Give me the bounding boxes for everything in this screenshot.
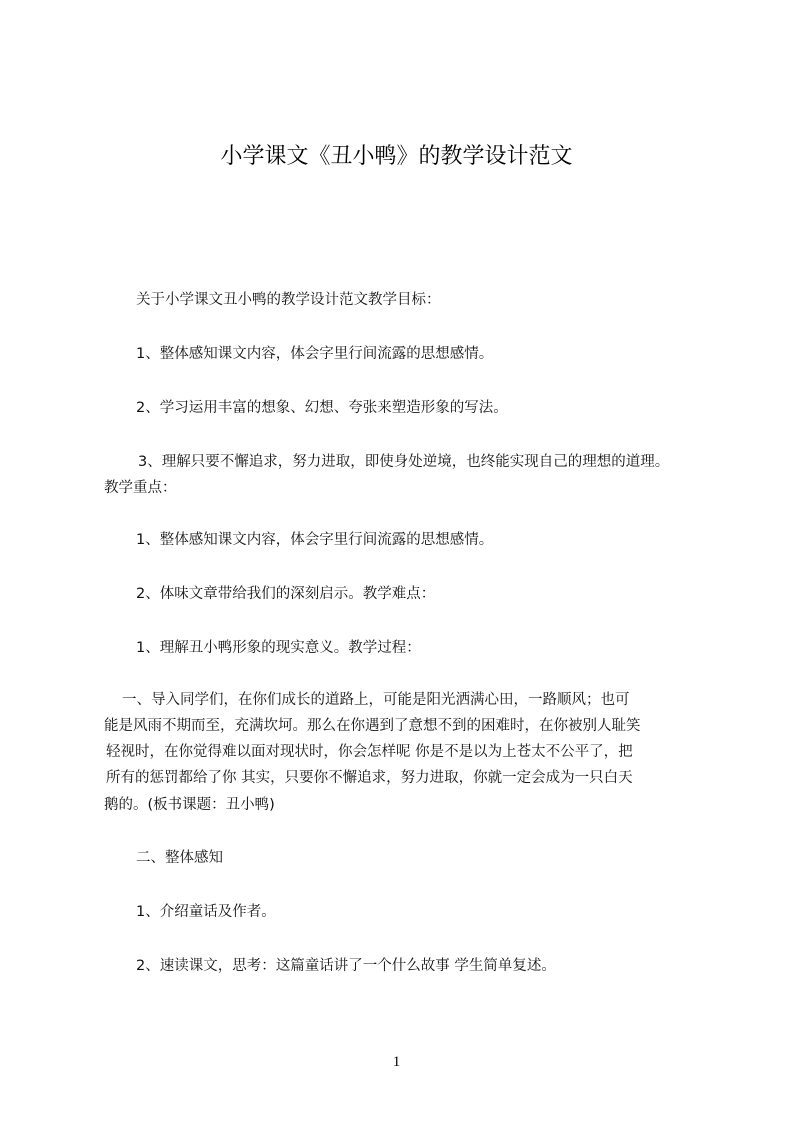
paragraph-line: 关于小学课文丑小鸭的教学设计范文教学目标： <box>136 292 441 308</box>
paragraph-line: 1、整体感知课文内容，体会字里行间流露的思想感情。 <box>136 346 494 362</box>
paragraph-line: 鹅的。(板书课题：丑小鸭) <box>104 797 275 813</box>
page-number: 1 <box>392 1054 401 1070</box>
paragraph-line: 教学重点： <box>104 480 177 496</box>
paragraph-line: 1、整体感知课文内容，体会字里行间流露的思想感情。 <box>136 532 494 548</box>
paragraph-line: 一、导入同学们，在你们成长的道路上，可能是阳光洒满心田，一路顺风；也可 <box>122 692 630 708</box>
document-title: 小学课文《丑小鸭》的教学设计范文 <box>220 144 573 169</box>
paragraph-line: 2、学习运用丰富的想象、幻想、夸张来塑造形象的写法。 <box>136 400 508 416</box>
paragraph-line: 所有的惩罚都给了你 其实，只要你不懈追求，努力进取，你就一定会成为一只白天 <box>106 770 633 786</box>
paragraph-line: 2、速读课文，思考：这篇童话讲了一个什么故事 学生简单复述。 <box>136 958 556 974</box>
paragraph-line: 能是风雨不期而至，充满坎坷。那么在你遇到了意想不到的困难时，在你被别人耻笑 <box>104 718 641 734</box>
paragraph-line: 2、体味文章带给我们的深刻启示。教学难点： <box>136 586 436 602</box>
paragraph-line: 3、理解只要不懈追求，努力进取，即使身处逆境，也终能实现自己的理想的道理。 <box>138 454 670 470</box>
paragraph-line: 1、理解丑小鸭形象的现实意义。教学过程： <box>136 640 421 656</box>
paragraph-line: 轻视时，在你觉得难以面对现状时，你会怎样呢 你是不是以为上苍太不公平了，把 <box>106 744 633 760</box>
paragraph-line: 1、介绍童话及作者。 <box>136 904 276 920</box>
section-heading: 二、整体感知 <box>136 850 223 866</box>
